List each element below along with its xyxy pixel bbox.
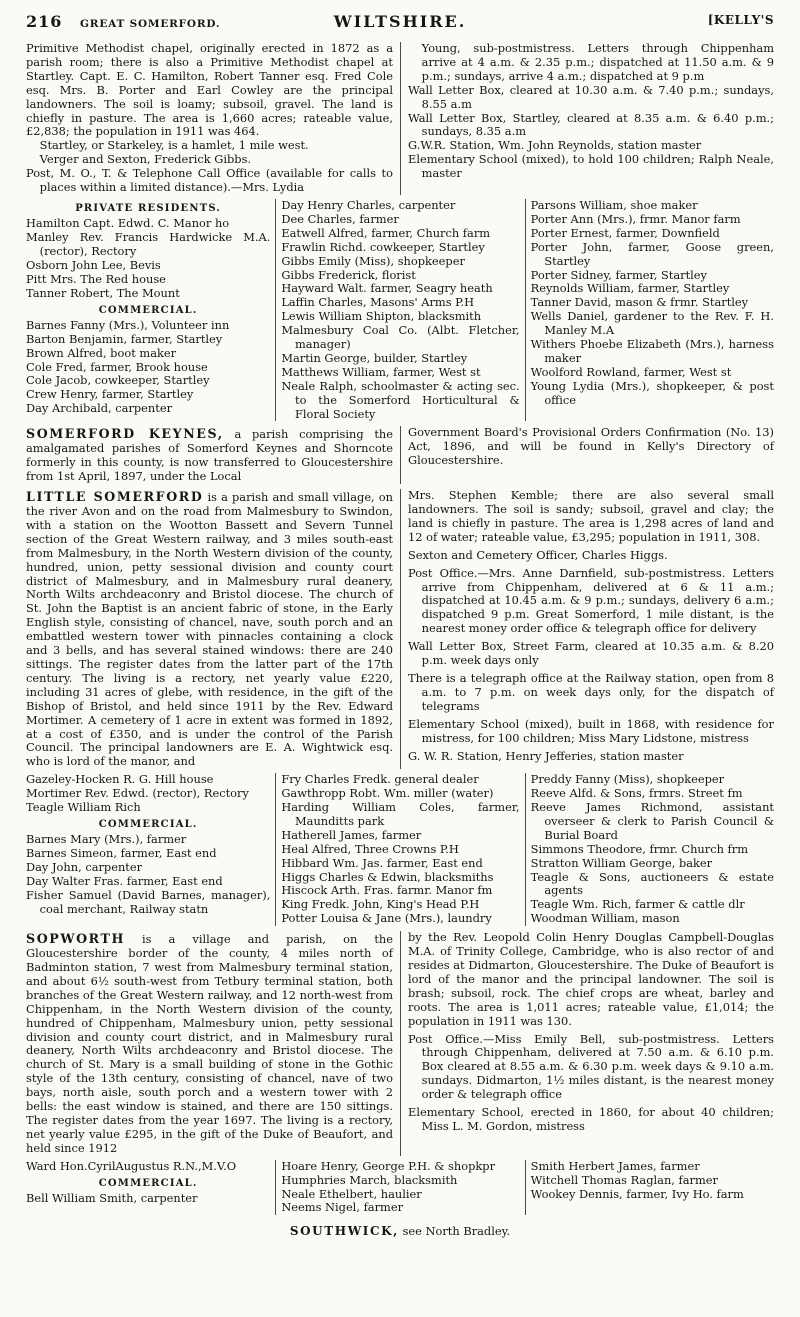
directory-entry: Dee Charles, farmer — [281, 211, 399, 226]
directory-entry: Gibbs Frederick, florist — [281, 267, 416, 282]
directory-entry: Teagle William Rich — [26, 800, 141, 815]
directory-entry: Hayward Walt. farmer, Seagry heath — [281, 281, 493, 296]
directory-column-1 — [26, 1160, 275, 1216]
directory-entry: Brown Alfred, boot maker — [26, 345, 177, 360]
directory-column-1 — [26, 773, 275, 926]
directory-entry: Tanner David, mason & frmr. Startley — [530, 295, 749, 310]
directory-entry: Wells Daniel, gardener to the Rev. F. H. Manley M.A — [530, 309, 774, 338]
paragraph-text: is a village and parish, on the Gloucestershire border of the county, 4 miles north of Badminton station, 7 west from Malmesbury terminal station, and about 6½ south-west from Tetbury terminal station, both branches of the Great Western railway, and 12 north-west from Chippenham, in the North Western division of the county, hundred of Chippenham, Malmesbury union, petty sessional division and county court district, and in Malmesbury rural deanery, North Wilts archdeaconry and Bristol diocese. The church of St. Mary is a small building of stone in the Gothic style of the 13th century, consisting of chancel, nave of two bays, north aisle, south porch and a western tower with 2 bells: the east window is stained, and there are 150 sittings. The register dates from the year 1697. The living is a rectory, net yearly value £295, in the gift of the Duke of Beaufort, and held since 1912 — [26, 932, 393, 1155]
directory-entry: Preddy Fanny (Miss), shopkeeper — [530, 772, 725, 787]
great-somerford-intro-section — [26, 42, 774, 195]
commercial-list — [26, 833, 270, 916]
directory-entry: King Fredk. John, King's Head P.H — [281, 897, 480, 912]
directory-entry: Hiscock Arth. Fras. farmr. Manor fm — [281, 883, 493, 898]
directory-entry: Gibbs Emily (Miss), shopkeeper — [281, 253, 465, 268]
info-entry-list — [408, 549, 774, 764]
sopworth-directory-section — [26, 1160, 774, 1216]
directory-entry: Crew Henry, farmer, Startley — [26, 387, 194, 402]
directory-entry: Higgs Charles & Edwin, blacksmiths — [281, 869, 494, 884]
directory-entry: Mortimer Rev. Edwd. (rector), Rectory — [26, 786, 249, 801]
directory-entry: Manley Rev. Francis Hardwicke M.A. (rector), Rectory — [26, 230, 271, 258]
info-entry: There is a telegraph office at the Railway station, open from 8 a.m. to 7 p.m. on week days only, for the dispatch of telegrams — [408, 670, 774, 713]
directory-column-3 — [525, 199, 774, 422]
directory-entry: Woodman William, mason — [530, 911, 680, 926]
directory-entry: Tanner Robert, The Mount — [26, 285, 180, 300]
private-residents-list — [26, 773, 270, 815]
commercial-heading: COMMERCIAL. — [98, 818, 198, 830]
directory-entry: Gazeley-Hocken R. G. Hill house — [26, 772, 214, 787]
directory-entry: Porter Ann (Mrs.), frmr. Manor farm — [530, 211, 741, 226]
directory-entry: Pitt Mrs. The Red house — [26, 271, 166, 286]
directory-entry: Young Lydia (Mrs.), shopkeeper, & post office — [530, 378, 774, 407]
directory-entry: Hibbard Wm. Jas. farmer, East end — [281, 855, 483, 870]
directory-entry: Neale Ralph, schoolmaster & acting sec. to the Somerford Horticultural & Floral Society — [281, 378, 520, 421]
info-entry: Wall Letter Box, cleared at 10.30 a.m. & 7.40 p.m.; sundays, 8.55 a.m — [408, 82, 774, 111]
directory-entry: Gawthropp Robt. Wm. miller (water) — [281, 786, 494, 801]
running-head-place: GREAT SOMERFORD. — [80, 18, 221, 30]
directory-entry: Humphries March, blacksmith — [281, 1172, 458, 1187]
commercial-heading: COMMERCIAL. — [98, 1177, 198, 1189]
directory-entry: Porter Sidney, farmer, Startley — [530, 267, 707, 282]
paragraph: Verger and Sexton, Frederick Gibbs. — [39, 152, 252, 167]
info-entry: G.W.R. Station, Wm. John Reynolds, station master — [408, 138, 702, 153]
paragraph: Government Board's Provisional Orders Confirmation (No. 13) Act, 1896, and will be found in Kelly's Directory of Gloucestershire. — [408, 425, 774, 468]
sopworth-intro-right-column — [400, 931, 774, 1156]
footer-place-name: SOUTHWICK, — [289, 1224, 399, 1239]
info-entry: Post Office.—Mrs. Anne Darnfield, sub-postmistress. Letters arrive from Chippenham, delivered at 6 & 11 a.m.; dispatched at 10.45 a.m. & 9 p.m.; sundays, delivery 6 a.m.; dispatched 9 p.m. Great Somerford, 1 mile distant, is the nearest money order office & telegraph office for delivery — [408, 565, 774, 636]
info-entry-list — [408, 84, 774, 181]
private-residents-list — [26, 1160, 270, 1174]
running-head-publisher: [KELLY'S — [707, 13, 774, 27]
little-somerford-intro-section — [26, 489, 774, 769]
directory-entry: Hamilton Capt. Edwd. C. Manor ho — [26, 216, 230, 231]
paragraph-text: is a parish and small village, on the river Avon and on the road from Malmesbury to Swindon, with a station on the Wootton Bassett and Severn Tunnel section of the Great Western railway, and 3 miles south-east from Malmesbury, in the North Western division of the county, hundred, union, petty sessional division and county court district of Malmesbury, and in Malmesbury rural deanery, North Wilts archdeaconry and Bristol diocese. The church of St. John the Baptist is an ancient fabric of stone, in the Early English style, consisting of chancel, nave, south porch and an embattled western tower with pinnacles containing a clock and 3 bells, and has several stained windows: there are 240 sittings. The register dates from the latter part of the 17th century. The living is a rectory, net yearly value £220, including 31 acres of glebe, with residence, in the gift of the Bishop of Bristol, and held since 1911 by the Rev. Edward Mortimer. A cemetery of 1 acre in extent was formed in 1892, at a cost of £350, and is under the control of the Parish Council. The principal landowners are E. A. Wightwick esq. who is lord of the manor, and — [26, 490, 393, 769]
paragraph — [26, 931, 393, 1156]
paragraph-continuation: Mrs. Stephen Kemble; there are also several small landowners. The soil is sandy; subsoil, gravel and clay; the land is chiefly in pasture. The area is 1,298 acres of land and 12 of water; rateable value, £3,295; population in 1911, 308. — [408, 488, 774, 544]
running-head-county: WILTSHIRE. — [333, 12, 467, 31]
info-entry: Elementary School (mixed), built in 1868, with residence for mistress, for 100 children; Miss Mary Lidstone, mistress — [408, 716, 774, 745]
directory-entry: Smith Herbert James, farmer — [530, 1158, 700, 1173]
directory-entry: Malmesbury Coal Co. (Albt. Fletcher, manager) — [281, 323, 520, 352]
directory-entry: Martin George, builder, Startley — [281, 350, 468, 365]
directory-entry: Frawlin Richd. cowkeeper, Startley — [281, 239, 485, 254]
directory-entry: Cole Jacob, cowkeeper, Startley — [26, 373, 210, 388]
paragraph-continuation: by the Rev. Leopold Colin Henry Douglas Campbell-Douglas M.A. of Trinity College, Cambridge, who is also rector of and resides at Didmarton, Gloucestershire. The Duke of Beaufort is lord of the manor and the principal landowner. The soil is brash; subsoil, rock. The chief crops are wheat, barley and roots. The area is 1,011 acres; rateable value, £1,014; the population in 1911 was 130. — [408, 930, 774, 1028]
directory-entry: Neems Nigel, farmer — [281, 1200, 404, 1215]
directory-column-2 — [275, 1160, 524, 1216]
directory-list — [531, 773, 774, 926]
page-header — [26, 12, 774, 36]
directory-column-3 — [525, 773, 774, 926]
little-somerford-intro-right-column — [400, 489, 774, 769]
info-entry: Post Office.—Miss Emily Bell, sub-postmistress. Letters through Chippenham, delivered at 7.50 a.m. & 6.10 p.m. Box cleared at 8.55 a.m. & 6.30 p.m. week days & 9.10 a.m. sundays. Didmarton, 1½ miles distant, is the nearest money order & telegraph office — [408, 1031, 774, 1102]
paragraph: Startley, or Starkeley, is a hamlet, 1 mile west. — [39, 138, 309, 153]
directory-list — [281, 773, 519, 926]
little-somerford-directory-section — [26, 773, 774, 926]
cross-reference-footer — [26, 1224, 774, 1239]
commercial-heading: COMMERCIAL. — [98, 304, 198, 316]
commercial-list — [26, 319, 270, 416]
directory-entry: Reeve James Richmond, assistant overseer & clerk to Parish Council & Burial Board — [530, 800, 774, 842]
info-entry: G. W. R. Station, Henry Jefferies, station master — [408, 748, 684, 763]
directory-entry: Barnes Fanny (Mrs.), Volunteer inn — [26, 317, 230, 332]
info-entry-list — [408, 1033, 774, 1134]
info-entry: Elementary School, erected in 1860, for about 40 children; Miss L. M. Gordon, mistress — [408, 1105, 774, 1133]
section-name: LITTLE SOMERFORD — [26, 489, 204, 505]
directory-entry: Barnes Mary (Mrs.), farmer — [26, 832, 187, 847]
info-entry: Wall Letter Box, Startley, cleared at 8.35 a.m. & 6.40 p.m.; sundays, 8.35 a.m — [408, 110, 774, 139]
directory-entry: Bell William Smith, carpenter — [26, 1190, 198, 1205]
post-office-entry-continuation: Young, sub-postmistress. Letters through Chippenham arrive at 4 a.m. & 2.35 p.m.; dispatched at 11.50 a.m. & 9 p.m.; sundays, arrive 4 a.m.; dispatched at 9 p.m — [421, 41, 774, 83]
directory-column-1 — [26, 199, 275, 422]
page-number: 216 — [26, 12, 63, 31]
great-somerford-intro-left-column — [26, 42, 400, 195]
directory-entry: Porter John, farmer, Goose green, Startley — [530, 239, 774, 268]
directory-entry: Reynolds William, farmer, Startley — [530, 281, 730, 296]
directory-entry: Simmons Theodore, frmr. Church frm — [530, 841, 749, 856]
directory-entry: Day John, carpenter — [26, 859, 143, 874]
directory-entry: Eatwell Alfred, farmer, Church farm — [281, 225, 491, 240]
info-entry: Elementary School (mixed), to hold 100 children; Ralph Neale, master — [408, 152, 774, 181]
paragraph: Primitive Methodist chapel, originally erected in 1872 as a parish room; there is also a Primitive Methodist chapel at Startley. Capt. E. C. Hamilton, Robert Tanner esq. Fred Cole esq. Mrs. B. Porter and Earl Cowley are the principal landowners. The soil is loamy; subsoil, gravel. The land is chiefly in pasture. The area is 1,660 acres; rateable value, £2,838; the population in 1911 was 464. — [26, 41, 393, 139]
somerford-keynes-left-column — [26, 426, 400, 484]
directory-entry: Matthews William, farmer, West st — [281, 364, 481, 379]
section-name: SOPWORTH — [26, 931, 125, 947]
directory-entry: Ward Hon.CyrilAugustus R.N.,M.V.O — [26, 1158, 237, 1173]
directory-entry: Woolford Rowland, farmer, West st — [530, 364, 732, 379]
directory-entry: Fisher Samuel (David Barnes, manager), coal merchant, Railway statn — [26, 887, 271, 916]
great-somerford-directory-section — [26, 199, 774, 422]
directory-entry: Laffin Charles, Masons' Arms P.H — [281, 295, 475, 310]
directory-entry: Barnes Simeon, farmer, East end — [26, 846, 217, 861]
little-somerford-intro-left-column — [26, 489, 400, 769]
directory-column-3 — [525, 1160, 774, 1216]
directory-column-2 — [275, 773, 524, 926]
directory-entry: Osborn John Lee, Bevis — [26, 257, 161, 272]
directory-entry: Neale Ethelbert, haulier — [281, 1186, 422, 1201]
directory-list — [531, 1160, 774, 1202]
directory-entry: Cole Fred, farmer, Brook house — [26, 359, 208, 374]
directory-entry: Lewis William Shipton, blacksmith — [281, 309, 482, 324]
sopworth-intro-left-column — [26, 931, 400, 1156]
sopworth-intro-section — [26, 931, 774, 1156]
directory-entry: Parsons William, shoe maker — [530, 197, 698, 212]
directory-entry: Fry Charles Fredk. general dealer — [281, 772, 479, 787]
paragraph — [26, 426, 393, 484]
private-residents-heading: PRIVATE RESIDENTS. — [75, 202, 222, 214]
paragraph-text: a parish comprising the amalgamated parishes of Somerford Keynes and Shorncote formerly in this county, is now transferred to Gloucestershire from 1st April, 1897, under the Local — [26, 427, 393, 484]
directory-entry: Day Walter Fras. farmer, East end — [26, 873, 223, 888]
directory-column-2 — [275, 199, 524, 422]
directory-list — [531, 199, 774, 408]
directory-entry: Heal Alfred, Three Crowns P.H — [281, 841, 459, 856]
great-somerford-intro-right-column — [400, 42, 774, 195]
private-residents-list — [26, 217, 270, 300]
directory-entry: Teagle & Sons, auctioneers & estate agents — [530, 869, 774, 898]
directory-entry: Stratton William George, baker — [530, 855, 713, 870]
somerford-keynes-section — [26, 426, 774, 484]
directory-entry: Day Henry Charles, carpenter — [281, 197, 456, 212]
directory-entry: Harding William Coles, farmer, Maunditts park — [281, 800, 520, 828]
directory-entry: Barton Benjamin, farmer, Startley — [26, 331, 223, 346]
info-entry: Wall Letter Box, Street Farm, cleared at 10.35 a.m. & 8.20 p.m. week days only — [408, 639, 774, 668]
directory-entry: Porter Ernest, farmer, Downfield — [530, 225, 720, 240]
directory-entry: Day Archibald, carpenter — [26, 401, 173, 416]
info-entry: Sexton and Cemetery Officer, Charles Higgs. — [408, 547, 668, 562]
directory-entry: Witchell Thomas Raglan, farmer — [530, 1172, 718, 1187]
directory-entry: Hoare Henry, George P.H. & shopkpr — [281, 1158, 496, 1173]
section-name: SOMERFORD KEYNES, — [26, 426, 224, 442]
paragraph — [26, 489, 393, 769]
directory-entry: Reeve Alfd. & Sons, frmrs. Street fm — [530, 786, 743, 801]
directory-list — [281, 1160, 519, 1216]
running-head-left-group — [26, 12, 220, 32]
directory-entry: Teagle Wm. Rich, farmer & cattle dlr — [530, 897, 745, 912]
directory-entry: Withers Phoebe Elizabeth (Mrs.), harness maker — [530, 337, 774, 365]
directory-entry: Hatherell James, farmer — [281, 827, 422, 842]
footer-reference-text: see North Bradley. — [398, 1224, 511, 1239]
commercial-list — [26, 1192, 270, 1206]
directory-list — [281, 199, 519, 422]
directory-entry: Wookey Dennis, farmer, Ivy Ho. farm — [530, 1186, 744, 1201]
post-office-entry: Post, M. O., T. & Telephone Call Office (available for calls to places within a limited distance).—Mrs. Lydia — [26, 166, 393, 195]
somerford-keynes-right-column — [400, 426, 774, 484]
directory-entry: Potter Louisa & Jane (Mrs.), laundry — [281, 911, 492, 926]
